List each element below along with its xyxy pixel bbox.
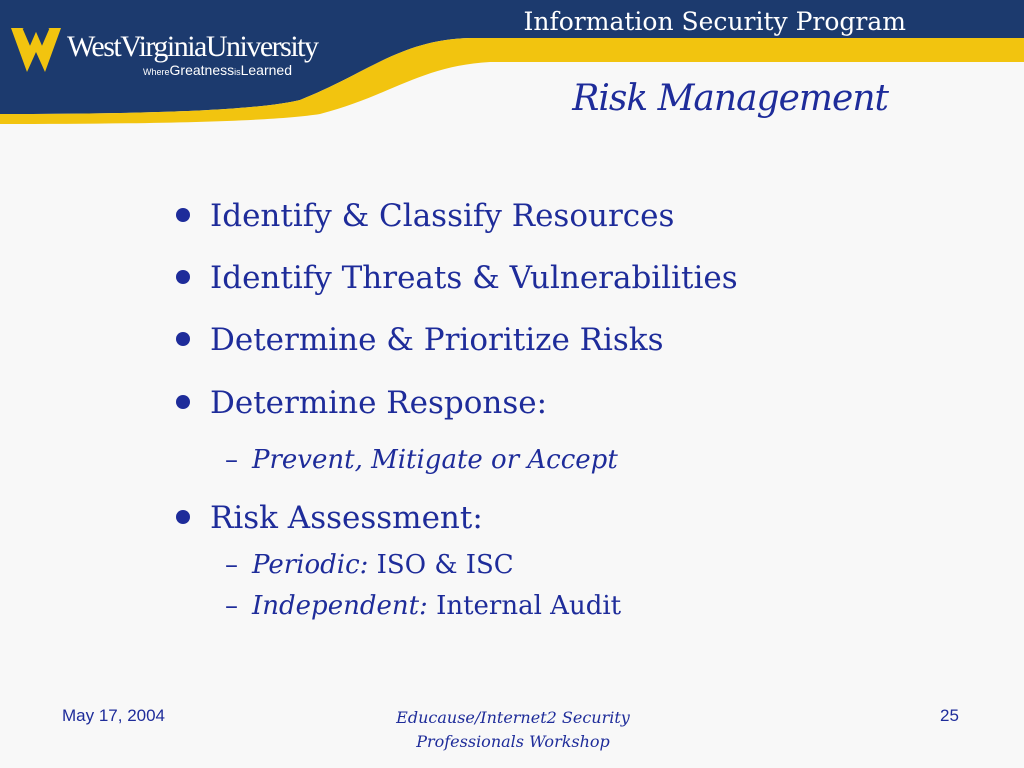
dash-icon: –	[225, 445, 238, 475]
logo-tag-is: is	[234, 67, 241, 77]
bullet-text: Identify Threats & Vulnerabilities	[210, 260, 738, 296]
program-title: Information Security Program	[523, 7, 906, 36]
bullet-item	[176, 198, 674, 234]
logo-tag-greatness: Greatness	[169, 62, 235, 78]
sub-item-label: Periodic:	[252, 550, 369, 580]
footer-date: May 17, 2004	[62, 706, 166, 725]
sub-item-periodic	[225, 550, 514, 580]
bullet-item	[176, 260, 738, 296]
bullet-dot-icon	[176, 332, 190, 346]
footer-event	[372, 706, 654, 754]
sub-item-response	[225, 445, 618, 475]
bullet-text: Determine Response:	[210, 385, 548, 421]
logo-wordmark: WestVirginiaUniversity	[67, 30, 318, 63]
bullet-dot-icon	[176, 510, 190, 524]
sub-item-label: Independent:	[252, 591, 428, 621]
sub-item-text: Prevent, Mitigate or Accept	[252, 445, 618, 475]
logo-tag-learned: Learned	[240, 62, 292, 78]
bullet-text: Identify & Classify Resources	[210, 198, 675, 234]
bullet-dot-icon	[176, 270, 190, 284]
logo-tagline	[143, 62, 292, 80]
logo-tag-where: Where	[143, 67, 170, 77]
bullet-text: Risk Assessment:	[210, 500, 483, 536]
bullet-item	[176, 322, 664, 358]
sub-item-value: Internal Audit	[436, 591, 622, 621]
sub-item-value: ISO & ISC	[376, 550, 514, 580]
footer-event-line2: Professionals Workshop	[416, 732, 610, 751]
dash-icon: –	[225, 550, 238, 580]
footer-event-line1: Educause/Internet2 Security	[396, 708, 630, 727]
bullet-dot-icon	[176, 208, 190, 222]
flying-wv-icon	[10, 24, 62, 76]
bullet-item	[176, 500, 483, 536]
wvu-logo	[10, 24, 335, 80]
bullet-text: Determine & Prioritize Risks	[210, 322, 664, 358]
bullet-dot-icon	[176, 395, 190, 409]
sub-item-independent	[225, 591, 621, 621]
footer-page-number: 25	[940, 706, 959, 725]
dash-icon: –	[225, 591, 238, 621]
slide-title: Risk Management	[572, 78, 888, 119]
bullet-item	[176, 385, 547, 421]
